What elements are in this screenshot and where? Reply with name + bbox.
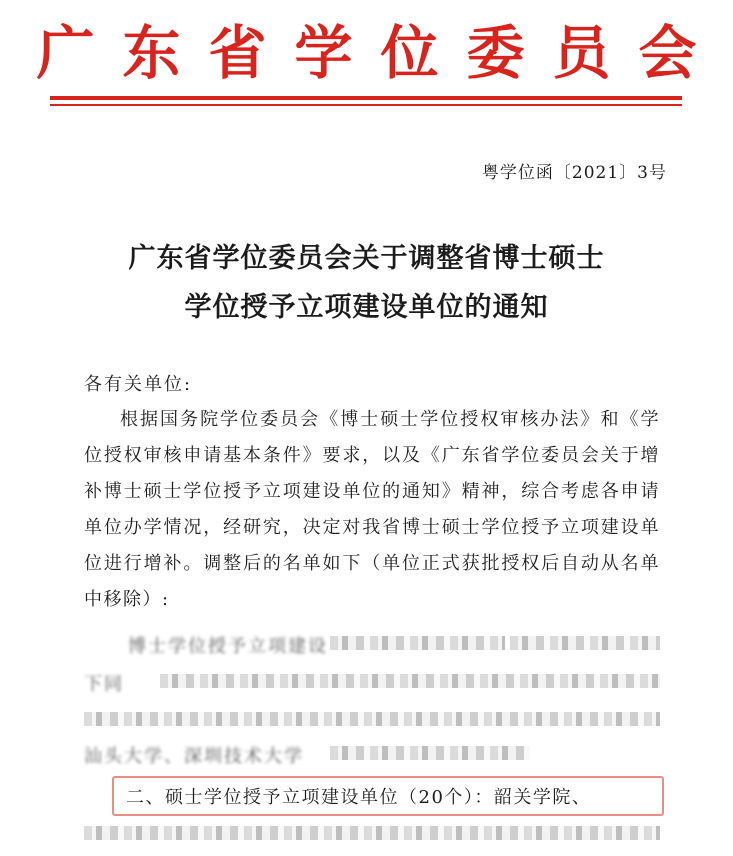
document-title-line-1: 广东省学位委员会关于调整省博士硕士 <box>128 243 605 274</box>
obscured-bar <box>510 636 660 650</box>
highlighted-line: 二、硕士学位授予立项建设单位（20个）：韶关学院、 <box>126 787 592 808</box>
obscured-bar <box>84 712 660 726</box>
document-number: 粤学位函〔2021〕3号 <box>481 163 667 183</box>
obscured-text-2: 下同 <box>84 674 124 695</box>
obscured-bar <box>84 826 660 840</box>
document-title-line-2: 学位授予立项建设单位的通知 <box>184 292 549 323</box>
obscured-bar <box>160 674 660 688</box>
obscured-bar <box>330 746 530 760</box>
salutation: 各有关单位: <box>84 374 193 395</box>
obscured-bar <box>330 636 505 650</box>
body-paragraph: 根据国务院学位委员会《博士硕士学位授权审核办法》和《学位授权审核申请基本条件》要求，以及《广东省学位委员会关于增补博士硕士学位授予立项建设单位的通知》精神，综合考虑各申请单位办学情况，经研究，决定对我省博士硕士学位授予立项建设单位进行增补。调整后的名单如下（单位正式获批授权后自动从名单中移除）: <box>84 409 660 610</box>
obscured-text-3: 汕头大学、深圳技术大学 <box>84 746 304 767</box>
letterhead-rule-thick <box>50 96 682 100</box>
letterhead-title: 广东省学位委员会 <box>36 19 725 87</box>
letterhead-rule-thin <box>50 104 682 106</box>
obscured-text-1: 博士学位授予立项建设 <box>128 636 328 657</box>
